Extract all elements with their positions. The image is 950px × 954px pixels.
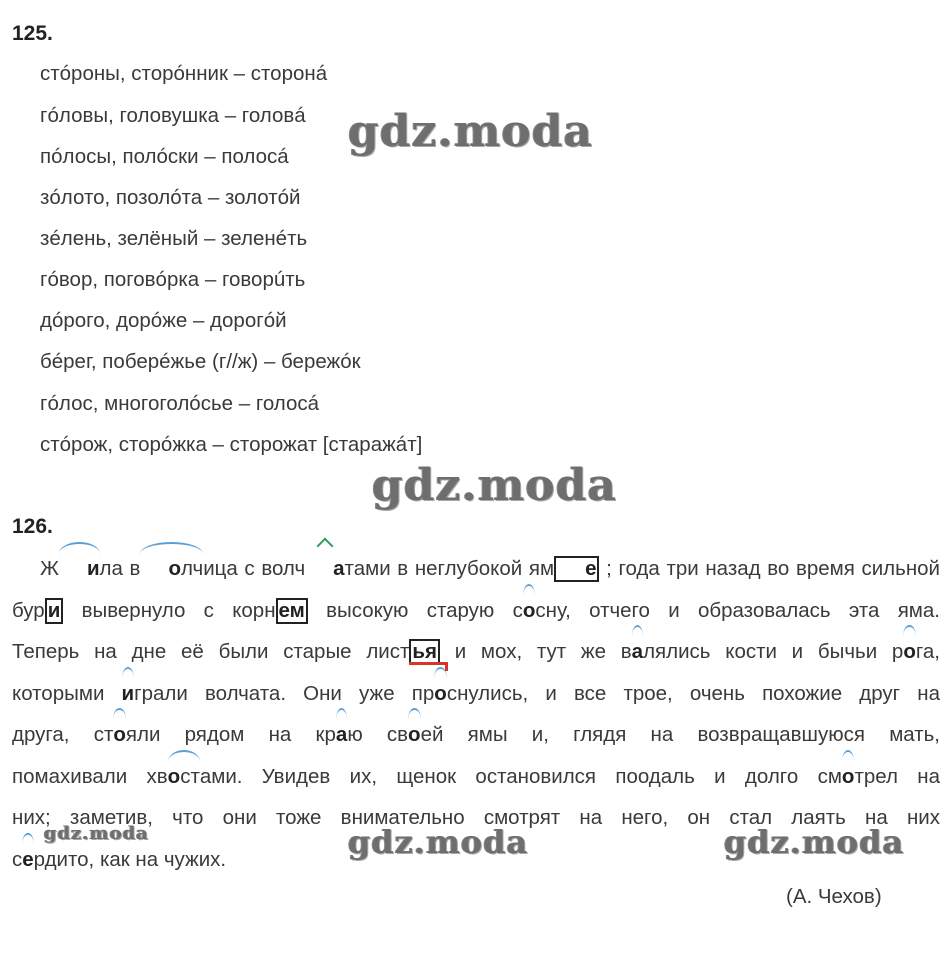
watermark: gdz.moda	[724, 823, 905, 861]
word-line-10: стóрож, сторóжка – сторожат [старажáт]	[40, 433, 423, 456]
word-line-7: дóрого, дорóже – дорогóй	[40, 309, 287, 332]
author-credit: (А. Чехов)	[786, 885, 882, 908]
word-line-2: гóловы, головушка – головá	[40, 104, 306, 127]
word-line-4: зóлото, позолóта – золотóй	[40, 186, 301, 209]
watermark: gdz.moda	[44, 823, 149, 844]
text-line: которыми играли волчата. Они уже проснулись, и все трое, очень похожие друг на	[12, 673, 940, 715]
watermark: gdz.moda	[348, 106, 594, 157]
text-line: друга, стояли рядом на краю своей ямы и, глядя на возвращавшуюся мать,	[12, 714, 940, 756]
word-line-1: стóроны, сторóнник – сторонá	[40, 62, 328, 85]
text-line: бур и вывернуло с корн ем высокую старую сосну, отчего и образовалась эта яма.	[12, 590, 940, 632]
word-line-6: гóвор, поговóрка – говорúть	[40, 268, 306, 291]
text-line: Ж ила в олчица с волч атами в неглубокой ям е ; года три назад во время сильной	[12, 548, 940, 590]
exercise-126-number: 126.	[12, 515, 53, 538]
watermark: gdz.moda	[348, 823, 529, 861]
word-line-3: пóлосы, полóски – полосá	[40, 145, 289, 168]
text-line: помахивали хвостами. Увидев их, щенок остановился поодаль и долго смотрел на	[12, 756, 940, 798]
word-line-9: гóлос, многоголóсье – голосá	[40, 392, 320, 415]
word-line-5: зéлень, зелёный – зеленéть	[40, 227, 308, 250]
text-line: них; заметив, что они тоже внимательно смотрят на него, он стал лаять на них	[12, 806, 940, 829]
watermark: gdz.moda	[372, 460, 618, 511]
exercise-125-number: 125.	[12, 22, 53, 45]
text-line: Теперь на дне её были старые лист ья и мох, тут же валялись кости и бычьи рога,	[12, 631, 940, 673]
text-line: сердито, как на чужих.	[12, 839, 940, 881]
word-line-8: бéрег, поберéжье (г//ж) – бережóк	[40, 350, 361, 373]
